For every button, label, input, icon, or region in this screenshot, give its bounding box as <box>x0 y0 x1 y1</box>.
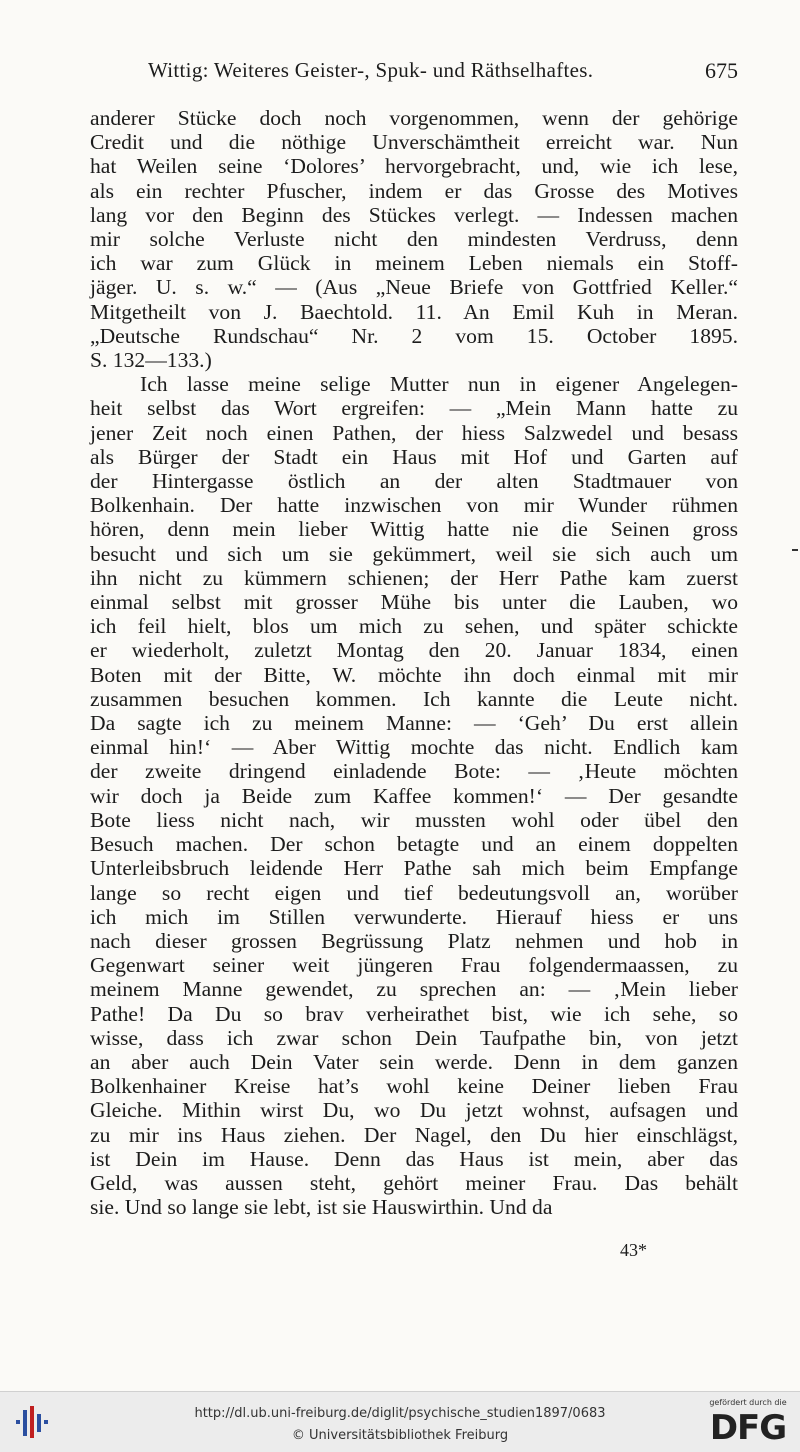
text-line: Ich lasse meine selige Mutter nun in eigener Angelegen- <box>140 372 738 397</box>
text-line: der Hintergasse östlich an der alten Stadtmauer von <box>90 469 738 494</box>
text-line: Da sagte ich zu meinem Manne: — ‘Geh’ Du erst allein <box>90 711 738 736</box>
text-line: er wiederholt, zuletzt Montag den 20. Januar 1834, einen <box>90 638 738 663</box>
text-line: Gleiche. Mithin wirst Du, wo Du jetzt wohnst, aufsagen und <box>90 1098 738 1123</box>
text-line: ist Dein im Hause. Denn das Haus ist mein, aber das <box>90 1146 738 1171</box>
text-line: Besuch machen. Der schon betagte und an einem doppelten <box>90 832 738 857</box>
dfg-funding-text: gefördert durch die <box>709 1398 787 1407</box>
text-line: Credit und die nöthige Unverschämtheit erreicht war. Nun <box>90 130 738 155</box>
text-line: zu mir ins Haus ziehen. Der Nagel, den Du hier einschlägst, <box>90 1122 738 1147</box>
footer-url[interactable]: http://dl.ub.uni-freiburg.de/diglit/psychische_studien1897/0683 <box>194 1406 606 1421</box>
text-line: Mitgetheilt von J. Baechtold. 11. An Emil Kuh in Meran. <box>90 299 738 324</box>
page-number: 675 <box>705 58 738 83</box>
text-line: zusammen besuchen kommen. Ich kannte die Leute nicht. <box>90 686 738 711</box>
text-line: wir doch ja Beide zum Kaffee kommen!‘ — Der gesandte <box>90 783 738 808</box>
text-line: jener Zeit noch einen Pathen, der hiess Salzwedel und besass <box>90 420 738 445</box>
text-line: Bote liess nicht nach, wir mussten wohl oder übel den <box>90 807 738 832</box>
text-line: Geld, was aussen steht, gehört meiner Frau. Das behält <box>90 1170 738 1195</box>
text-line: der zweite dringend einladende Bote: — ‚Heute möchten <box>90 759 738 784</box>
text-line: sie. Und so lange sie lebt, ist sie Hauswirthin. Und da <box>90 1195 553 1220</box>
text-line: hat Weilen seine ‘Dolores’ hervorgebracht, und, wie ich lese, <box>90 154 738 179</box>
text-line: Bolkenhain. Der hatte inzwischen von mir Wunder rühmen <box>90 493 738 518</box>
body-text <box>90 106 738 1219</box>
text-line: jäger. U. s. w.“ — (Aus „Neue Briefe von Gottfried Keller.“ <box>90 275 738 300</box>
text-line: Bolkenhainer Kreise hat’s wohl keine Deiner lieben Frau <box>90 1074 738 1099</box>
text-line: wisse, dass ich zwar schon Dein Taufpathe bin, von jetzt <box>90 1025 738 1050</box>
text-line: „Deutsche Rundschau“ Nr. 2 vom 15. October 1895. <box>90 323 738 348</box>
text-line: als Bürger der Stadt ein Haus mit Hof und Garten auf <box>90 444 738 469</box>
text-line: ich feil hielt, blos um mich zu sehen, und später schickte <box>90 614 738 639</box>
dfg-logo-text: DFG <box>709 1408 787 1448</box>
footer-copyright: © Universitätsbibliothek Freiburg <box>291 1428 509 1443</box>
text-line: besucht und sich um sie gekümmert, weil sie sich auch um <box>90 541 738 566</box>
text-line: mir solche Verluste nicht den mindesten Verdruss, denn <box>90 227 738 252</box>
text-line: an aber auch Dein Vater sein werde. Denn in dem ganzen <box>90 1049 738 1074</box>
text-line: heit selbst das Wort ergreifen: — „Mein Mann hatte zu <box>90 396 738 421</box>
text-line: lange so recht eigen und tief bedeutungsvoll an, worüber <box>90 880 738 905</box>
footer-bar <box>0 1391 800 1452</box>
text-line: als ein rechter Pfuscher, indem er das Grosse des Motives <box>90 178 738 203</box>
dfg-logo <box>708 1398 788 1446</box>
text-line: meinem Manne gewendet, zu sprechen an: — ‚Mein lieber <box>90 977 738 1002</box>
text-line: ihn nicht zu kümmern schienen; der Herr Pathe kam zuerst <box>90 565 738 590</box>
text-line: anderer Stücke doch noch vorgenommen, wenn der gehörige <box>90 106 738 130</box>
text-line: Unterleibsbruch leidende Herr Pathe sah mich beim Empfange <box>90 856 738 881</box>
text-line: nach dieser grossen Begrüssung Platz nehmen und hob in <box>90 928 738 953</box>
text-line: hören, denn mein lieber Wittig hatte nie die Seinen gross <box>90 517 738 542</box>
text-line: Gegenwart seiner weit jüngeren Frau folgendermaassen, zu <box>90 953 738 978</box>
text-line: lang vor den Beginn des Stückes verlegt. — Indessen machen <box>90 202 738 227</box>
text-line: einmal selbst mit grosser Mühe bis unter die Lauben, wo <box>90 590 738 615</box>
text-line: einmal hin!‘ — Aber Wittig mochte das nicht. Endlich kam <box>90 735 738 760</box>
text-line: ich war zum Glück in meinem Leben niemals ein Stoff- <box>90 251 738 276</box>
margin-mark <box>792 549 798 551</box>
running-head <box>90 58 738 88</box>
text-line: Boten mit der Bitte, W. möchte ihn doch einmal mit mir <box>90 662 738 687</box>
text-line: S. 132—133.) <box>90 348 212 373</box>
running-title: Wittig: Weiteres Geister-, Spuk- und Räthselhaftes. <box>148 58 594 82</box>
text-line: Pathe! Da Du so brav verheirathet bist, wie ich sehe, so <box>90 1001 738 1026</box>
signature-mark: 43* <box>620 1240 647 1260</box>
text-line: ich mich im Stillen verwunderte. Hierauf hiess er uns <box>90 904 738 929</box>
